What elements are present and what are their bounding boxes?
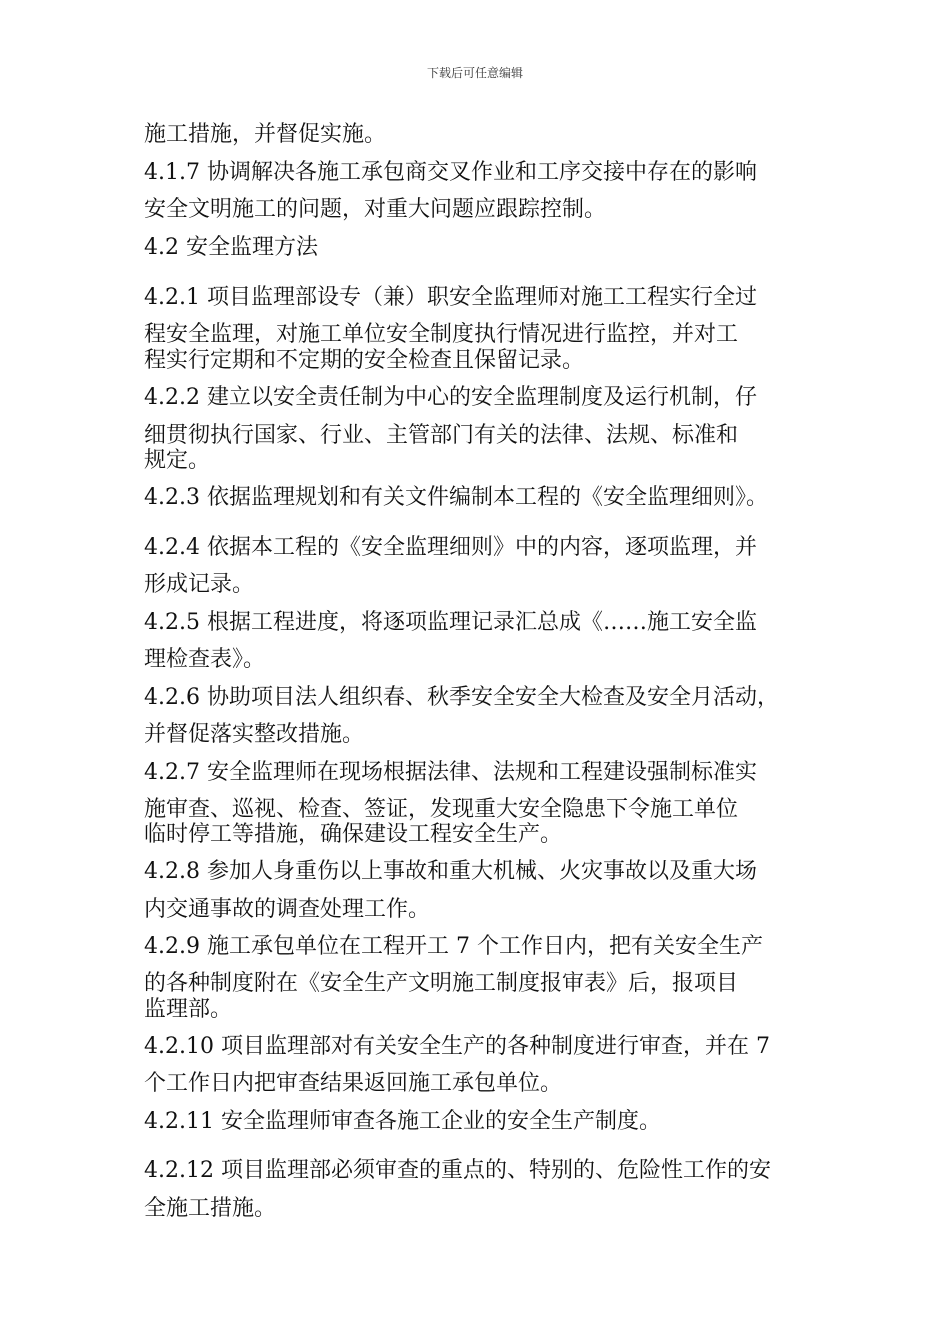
text-line: 4.2.4 依据本工程的《安全监理细则》中的内容，逐项监理，并 [144,535,757,560]
text-line: 监理部。 [144,997,233,1022]
text-line: 4.2.12 项目监理部必须审查的重点的、特别的、危险性工作的安 [144,1158,771,1183]
text-line: 规定。 [144,448,211,473]
text-line: 安全文明施工的问题，对重大问题应跟踪控制。 [144,197,607,222]
text-line: 4.2.3 依据监理规划和有关文件编制本工程的《安全监理细则》。 [144,485,768,510]
text-line: 4.2.6 协助项目法人组织春、秋季安全安全大检查及安全月活动， [144,685,779,710]
text-line: 4.2.2 建立以安全责任制为中心的安全监理制度及运行机制，仔 [144,385,757,410]
text-line: 程安全监理，对施工单位安全制度执行情况进行监控，并对工 [144,322,739,347]
text-line: 程实行定期和不定期的安全检查且保留记录。 [144,348,585,373]
page-header-note: 下载后可任意编辑 [426,66,523,80]
text-line: 施工措施，并督促实施。 [144,122,387,147]
text-line: 临时停工等措施，确保建设工程安全生产。 [144,822,563,847]
text-line: 的各种制度附在《安全生产文明施工制度报审表》后，报项目 [144,971,739,996]
text-line: 4.2.5 根据工程进度，将逐项监理记录汇总成《……施工安全监 [144,610,757,635]
text-line: 个工作日内把审查结果返回施工承包单位。 [144,1071,563,1096]
text-line: 4.2.8 参加人身重伤以上事故和重大机械、火灾事故以及重大场 [144,859,757,884]
section-heading: 4.2 安全监理方法 [144,235,318,260]
text-line: 细贯彻执行国家、行业、主管部门有关的法律、法规、标准和 [144,423,739,448]
text-line: 4.2.11 安全监理师审查各施工企业的安全生产制度。 [144,1109,661,1134]
text-line: 4.2.10 项目监理部对有关安全生产的各种制度进行审查，并在 7 [144,1034,770,1059]
text-line: 4.2.7 安全监理师在现场根据法律、法规和工程建设强制标准实 [144,760,757,785]
text-line: 4.1.7 协调解决各施工承包商交叉作业和工序交接中存在的影响 [144,160,757,185]
text-line: 4.2.9 施工承包单位在工程开工 7 个工作日内，把有关安全生产 [144,934,763,959]
text-line: 施审查、巡视、检查、签证，发现重大安全隐患下令施工单位 [144,797,739,822]
text-line: 全施工措施。 [144,1196,277,1221]
text-line: 形成记录。 [144,572,255,597]
text-line: 理检查表》。 [144,647,266,672]
text-line: 内交通事故的调查处理工作。 [144,897,431,922]
text-line: 4.2.1 项目监理部设专（兼）职安全监理师对施工工程实行全过 [144,285,757,310]
text-line: 并督促落实整改措施。 [144,722,365,747]
